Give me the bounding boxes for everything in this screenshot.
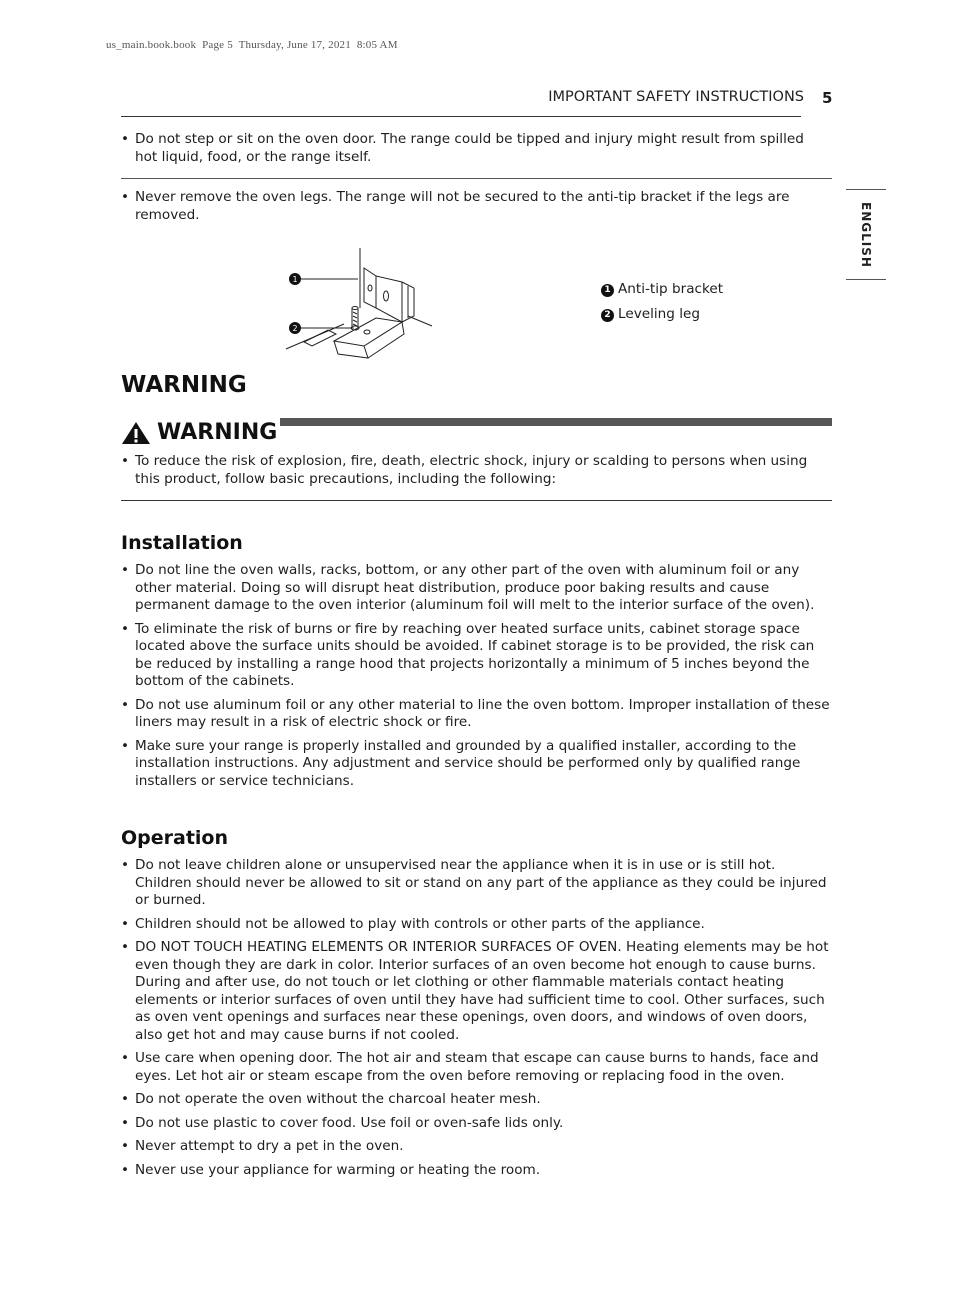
anti-tip-bracket-figure	[284, 246, 444, 362]
legend-item-anti-tip-bracket	[601, 281, 723, 298]
callout-1-label: 1	[292, 275, 298, 284]
list-item: • Do not use plastic to cover food. Use foil or oven-safe lids only.	[121, 1115, 831, 1133]
list-item: • Do not leave children alone or unsupervised near the appliance when it is in use or is still hot. Children should never be allowed to sit or stand on any part of the appliance as they could be injured or burned.	[121, 857, 831, 910]
legend-label: Leveling leg	[618, 306, 700, 322]
language-side-tab	[846, 189, 886, 280]
list-item: • Do not use aluminum foil or any other material to line the oven bottom. Improper installation of these liners may result in a risk of electric shock or fire.	[121, 697, 831, 732]
language-label: ENGLISH	[859, 201, 873, 268]
page-number: 5	[822, 89, 833, 107]
list-item: • Never attempt to dry a pet in the oven.	[121, 1138, 831, 1156]
list-item: • Make sure your range is properly installed and grounded by a qualified installer, according to the installation instructions. Any adjustment and service should be performed only by qualified range installers or service technicians.	[121, 738, 831, 791]
legend-item-leveling-leg	[601, 306, 723, 323]
list-item: • Never use your appliance for warming or heating the room.	[121, 1162, 831, 1180]
warning-box-title	[121, 420, 277, 445]
list-item: • Children should not be allowed to play with controls or other parts of the appliance.	[121, 916, 831, 934]
list-item: • Do not step or sit on the oven door. The range could be tipped and injury might result from spilled hot liquid, food, or the range itself.	[121, 131, 829, 166]
list-item: • To reduce the risk of explosion, fire, death, electric shock, injury or scalding to persons when using this product, follow basic precautions, including the following:	[121, 453, 829, 488]
warning-title-text: WARNING	[157, 420, 278, 445]
list-item: • DO NOT TOUCH HEATING ELEMENTS OR INTERIOR SURFACES OF OVEN. Heating elements may be hot even though they are dark in color. Interior surfaces of an oven become hot enough to cause burns. During and after use, do not touch or let clothing or other flammable materials contact heating elements or interior surfaces of oven until they have had sufficient time to cool. Other surfaces, such as oven vent openings and surfaces near these openings, oven doors, and windows of oven doors, also get hot and may cause burns if not cooled.	[121, 939, 831, 1044]
legend-number-badge: 2	[601, 309, 614, 322]
warning-box-body	[121, 453, 829, 494]
header-rule	[121, 116, 801, 117]
list-item: • Use care when opening door. The hot air and steam that escape can cause burns to hands, face and eyes. Let hot air or steam escape from the oven before removing or replacing food in the oven.	[121, 1050, 831, 1085]
print-info-line: us_main.book.book Page 5 Thursday, June 17, 2021 8:05 AM	[106, 39, 398, 51]
figure-legend	[601, 281, 723, 323]
divider	[121, 178, 832, 179]
warning-bar	[280, 418, 832, 426]
intro-bullet-block-1	[121, 131, 829, 172]
legend-label: Anti-tip bracket	[618, 281, 724, 297]
list-item: • To eliminate the risk of burns or fire by reaching over heated surface units, cabinet storage space located above the surface units should be avoided. If cabinet storage is to be provided, the risk can be reduced by installing a range hood that projects horizontally a minimum of 5 inches beyond the bottom of the cabinets.	[121, 621, 831, 691]
running-head: IMPORTANT SAFETY INSTRUCTIONS	[548, 89, 804, 105]
operation-heading: Operation	[121, 827, 229, 849]
installation-heading: Installation	[121, 532, 243, 554]
warning-triangle-icon	[121, 421, 151, 445]
installation-list	[121, 562, 831, 796]
callout-2-label: 2	[292, 324, 298, 333]
legend-number-badge: 1	[601, 284, 614, 297]
operation-list	[121, 857, 831, 1185]
list-item: • Do not line the oven walls, racks, bottom, or any other part of the oven with aluminum foil or any other material. Doing so will disrupt heat distribution, produce poor baking results and cause permanent damage to the oven interior (aluminum foil will melt to the interior surface of the oven).	[121, 562, 831, 615]
list-item: • Never remove the oven legs. The range will not be secured to the anti-tip bracket if the legs are removed.	[121, 189, 829, 224]
list-item: • Do not operate the oven without the charcoal heater mesh.	[121, 1091, 831, 1109]
intro-bullet-block-2	[121, 189, 829, 230]
anti-tip-bracket-illustration	[284, 246, 444, 362]
section-heading-warning: WARNING	[121, 372, 247, 398]
warning-box-bottom-rule	[121, 500, 832, 501]
